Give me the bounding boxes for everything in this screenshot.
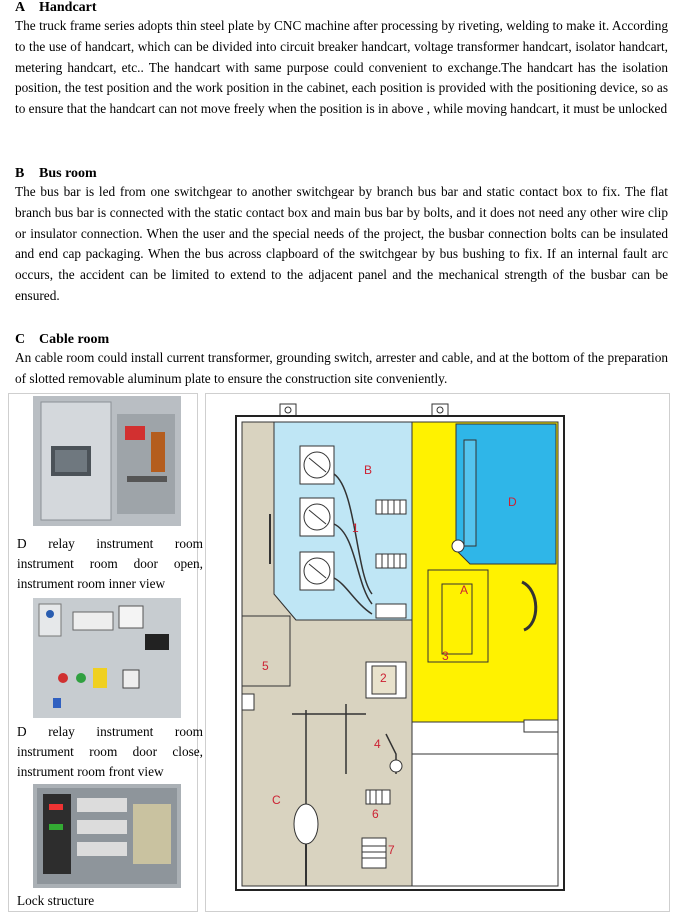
label-3: 3 xyxy=(442,649,449,663)
label-b: B xyxy=(364,463,373,477)
label-4: 4 xyxy=(374,737,381,751)
relay-room-open-photo xyxy=(33,396,181,526)
label-c: C xyxy=(272,793,281,807)
lock-structure-photo xyxy=(33,784,181,888)
section-handcart xyxy=(15,0,668,120)
label-7: 7 xyxy=(388,843,395,857)
section-text: The truck frame series adopts thin steel plate by CNC machine after processing by riveting, welding to make it. According to the use of handcart, which can be divided into circuit breaker handcart, voltage transformer handcart, isolator handcart, metering handcart, etc.. The handcart with same purpose could convenient to exchange.The handcart has the isolation position, the test position and the work position in the cabinet, each position is provided with the positioning device, so as to ensure that the handcart can not move freely when the position is in above , while moving handcart, it must be unlocked xyxy=(15,18,668,117)
photo-caption: D relay instrument room instrument room door open, instrument room inner view xyxy=(17,536,203,591)
label-d: D xyxy=(508,495,517,509)
section-bus-room xyxy=(15,166,668,307)
label-2: 2 xyxy=(380,671,387,685)
label-6: 6 xyxy=(372,807,379,821)
photo-caption: Lock structure xyxy=(17,893,95,908)
section-cable-room xyxy=(15,332,668,390)
section-text: The bus bar is led from one switchgear to another switchgear by branch bus bar and static contact box to fix. The flat branch bus bar is connected with the static contact box and main bus bar by bolts, and it does not need any other wire clip or insulator connection. When the user and the special needs of the project, the busbar connection bolts can be insulated and end cap packaging. When the bus across clapboard of the switchgear by bus bushing to fix. If an internal fault arc occurs, the accident can be limited to extend to the adjacent panel and the mechanical strength of the busbar can be ensured. xyxy=(15,184,668,303)
section-heading: B Bus room xyxy=(15,166,97,181)
section-heading: A Handcart xyxy=(15,0,97,15)
switchgear-cross-section xyxy=(206,394,669,911)
section-heading: C Cable room xyxy=(15,332,110,347)
photo-column xyxy=(8,393,203,912)
label-1: 1 xyxy=(352,521,359,535)
label-a: A xyxy=(460,583,469,597)
label-5: 5 xyxy=(262,659,269,673)
switchgear-diagram xyxy=(205,393,670,912)
section-text: An cable room could install current transformer, grounding switch, arrester and cable, and at the bottom of the preparation of slotted removable aluminum plate to ensure the construction site conveniently. xyxy=(15,350,668,386)
relay-room-closed-photo xyxy=(33,598,181,718)
photo-caption: D relay instrument room instrument room door close, instrument room front view xyxy=(17,724,203,779)
